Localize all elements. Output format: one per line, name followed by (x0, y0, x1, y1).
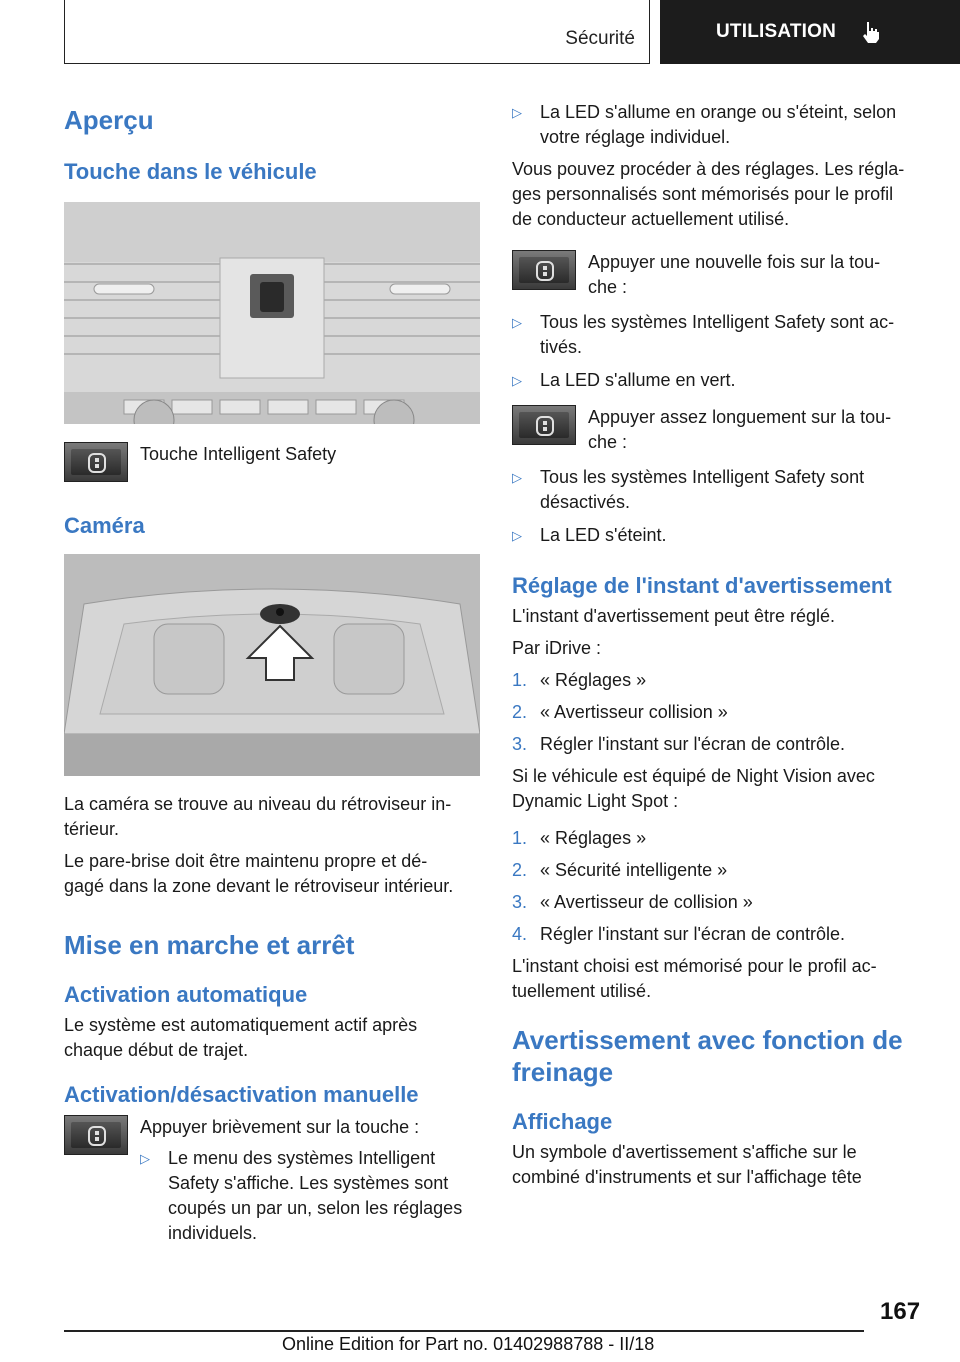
heading-avertissement-freinage: Avertissement avec fonction de freinage (512, 1025, 903, 1087)
list-item: 1. « Réglages » (512, 670, 647, 690)
right-column (512, 100, 928, 1190)
bullet-led-vert: La LED s'allume en vert. (540, 370, 736, 390)
touche-row (64, 442, 482, 482)
manuelle-bullet: Le menu des systèmes Intelligent Safety s'affiche. Les systèmes sont coupés un par un, selon les réglages individuels. (168, 1148, 463, 1243)
left-column (64, 100, 482, 1246)
instant-paragraph: L'instant choisi est mémorisé pour le profil ac- tuellement utilisé. (512, 956, 877, 1001)
appuyer-nouvelle-caption: Appuyer une nouvelle fois sur la tou- che : (588, 252, 881, 297)
camera-paragraph-1: La caméra se trouve au niveau du rétroviseur in- térieur. (64, 794, 452, 839)
camera-paragraph-2: Le pare-brise doit être maintenu propre et dé- gagé dans la zone devant le rétroviseur intérieur. (64, 851, 454, 896)
intelligent-safety-button-icon (64, 442, 128, 482)
appuyer-longuement-caption: Appuyer assez longuement sur la tou- che : (588, 407, 892, 452)
list-item: 2. « Avertisseur collision » (512, 702, 728, 722)
affichage-paragraph: Un symbole d'avertissement s'affiche sur le combiné d'instruments et sur l'affichage tête (512, 1142, 862, 1187)
header-section-label: Sécurité (565, 28, 635, 49)
heading-affichage: Affichage (512, 1109, 613, 1134)
camera-photo (64, 554, 480, 776)
footer-divider (64, 1330, 864, 1332)
bullet-systemes-desactives: Tous les systèmes Intelligent Safety sont désactivés. (540, 467, 865, 512)
triangle-bullet-icon: ▷ (512, 528, 522, 543)
touche-caption: Touche Intelligent Safety (140, 444, 337, 464)
intelligent-safety-button-icon (64, 1115, 128, 1155)
page-number: 167 (880, 1298, 921, 1325)
list-item (512, 368, 928, 393)
hand-pointer-icon (860, 20, 882, 44)
intelligent-safety-button-icon (512, 405, 576, 445)
list-item: 1. « Réglages » (512, 828, 647, 848)
appuyer-longuement-row (512, 405, 928, 455)
triangle-bullet-icon: ▷ (512, 315, 522, 330)
steps-list-2 (512, 826, 928, 947)
idrive-label: Par iDrive : (512, 638, 602, 658)
heading-mise-en-marche: Mise en marche et arrêt (64, 930, 355, 960)
intelligent-safety-button-icon (512, 250, 576, 290)
list-item: 2. « Sécurité intelligente » (512, 860, 728, 880)
bullet-led-orange: La LED s'allume en orange ou s'éteint, selon votre réglage individuel. (540, 102, 897, 147)
heading-activation-auto: Activation automatique (64, 982, 308, 1007)
triangle-bullet-icon: ▷ (512, 105, 522, 120)
header-chapter-label: UTILISATION (716, 21, 837, 42)
list-item: 3. Régler l'instant sur l'écran de contrôle. (512, 734, 846, 754)
list-item (512, 465, 928, 515)
heading-camera: Caméra (64, 513, 145, 538)
heading-touche-vehicule: Touche dans le véhicule (64, 159, 317, 184)
heading-activation-manuelle: Activation/désactivation manuelle (64, 1082, 419, 1107)
bullet-led-eteint: La LED s'éteint. (540, 525, 667, 545)
heading-apercu: Aperçu (64, 105, 154, 135)
footer-edition: Online Edition for Part no. 01402988788 - II/18 (282, 1334, 655, 1354)
reglage-paragraph: L'instant d'avertissement peut être réglé. (512, 606, 836, 626)
header-chapter-tab (660, 0, 960, 64)
reglages-paragraph: Vous pouvez procéder à des réglages. Les régla- ges personnalisés sont mémorisés pour le profil de conducteur actuellement utilisé. (512, 159, 905, 229)
bullet-systemes-actives: Tous les systèmes Intelligent Safety sont ac- tivés. (540, 312, 895, 357)
triangle-bullet-icon: ▷ (512, 373, 522, 388)
list-item: 4. Régler l'instant sur l'écran de contrôle. (512, 924, 846, 944)
night-vision-paragraph: Si le véhicule est équipé de Night Vision avec Dynamic Light Spot : (512, 766, 875, 811)
triangle-bullet-icon: ▷ (140, 1151, 150, 1166)
heading-reglage-instant: Réglage de l'instant d'avertissement (512, 573, 892, 598)
list-item (512, 523, 928, 548)
list-item (140, 1146, 462, 1246)
list-item (512, 310, 928, 360)
manuelle-row (64, 1115, 482, 1246)
auto-paragraph: Le système est automatiquement actif après chaque début de trajet. (64, 1015, 418, 1060)
manuelle-caption: Appuyer brièvement sur la touche : (140, 1117, 420, 1137)
list-item: 3. « Avertisseur de collision » (512, 892, 753, 912)
steps-list-1 (512, 668, 928, 757)
triangle-bullet-icon: ▷ (512, 470, 522, 485)
appuyer-nouvelle-row (512, 250, 928, 300)
list-item (512, 100, 928, 150)
dashboard-photo (64, 202, 480, 424)
header-section-box (64, 0, 650, 64)
